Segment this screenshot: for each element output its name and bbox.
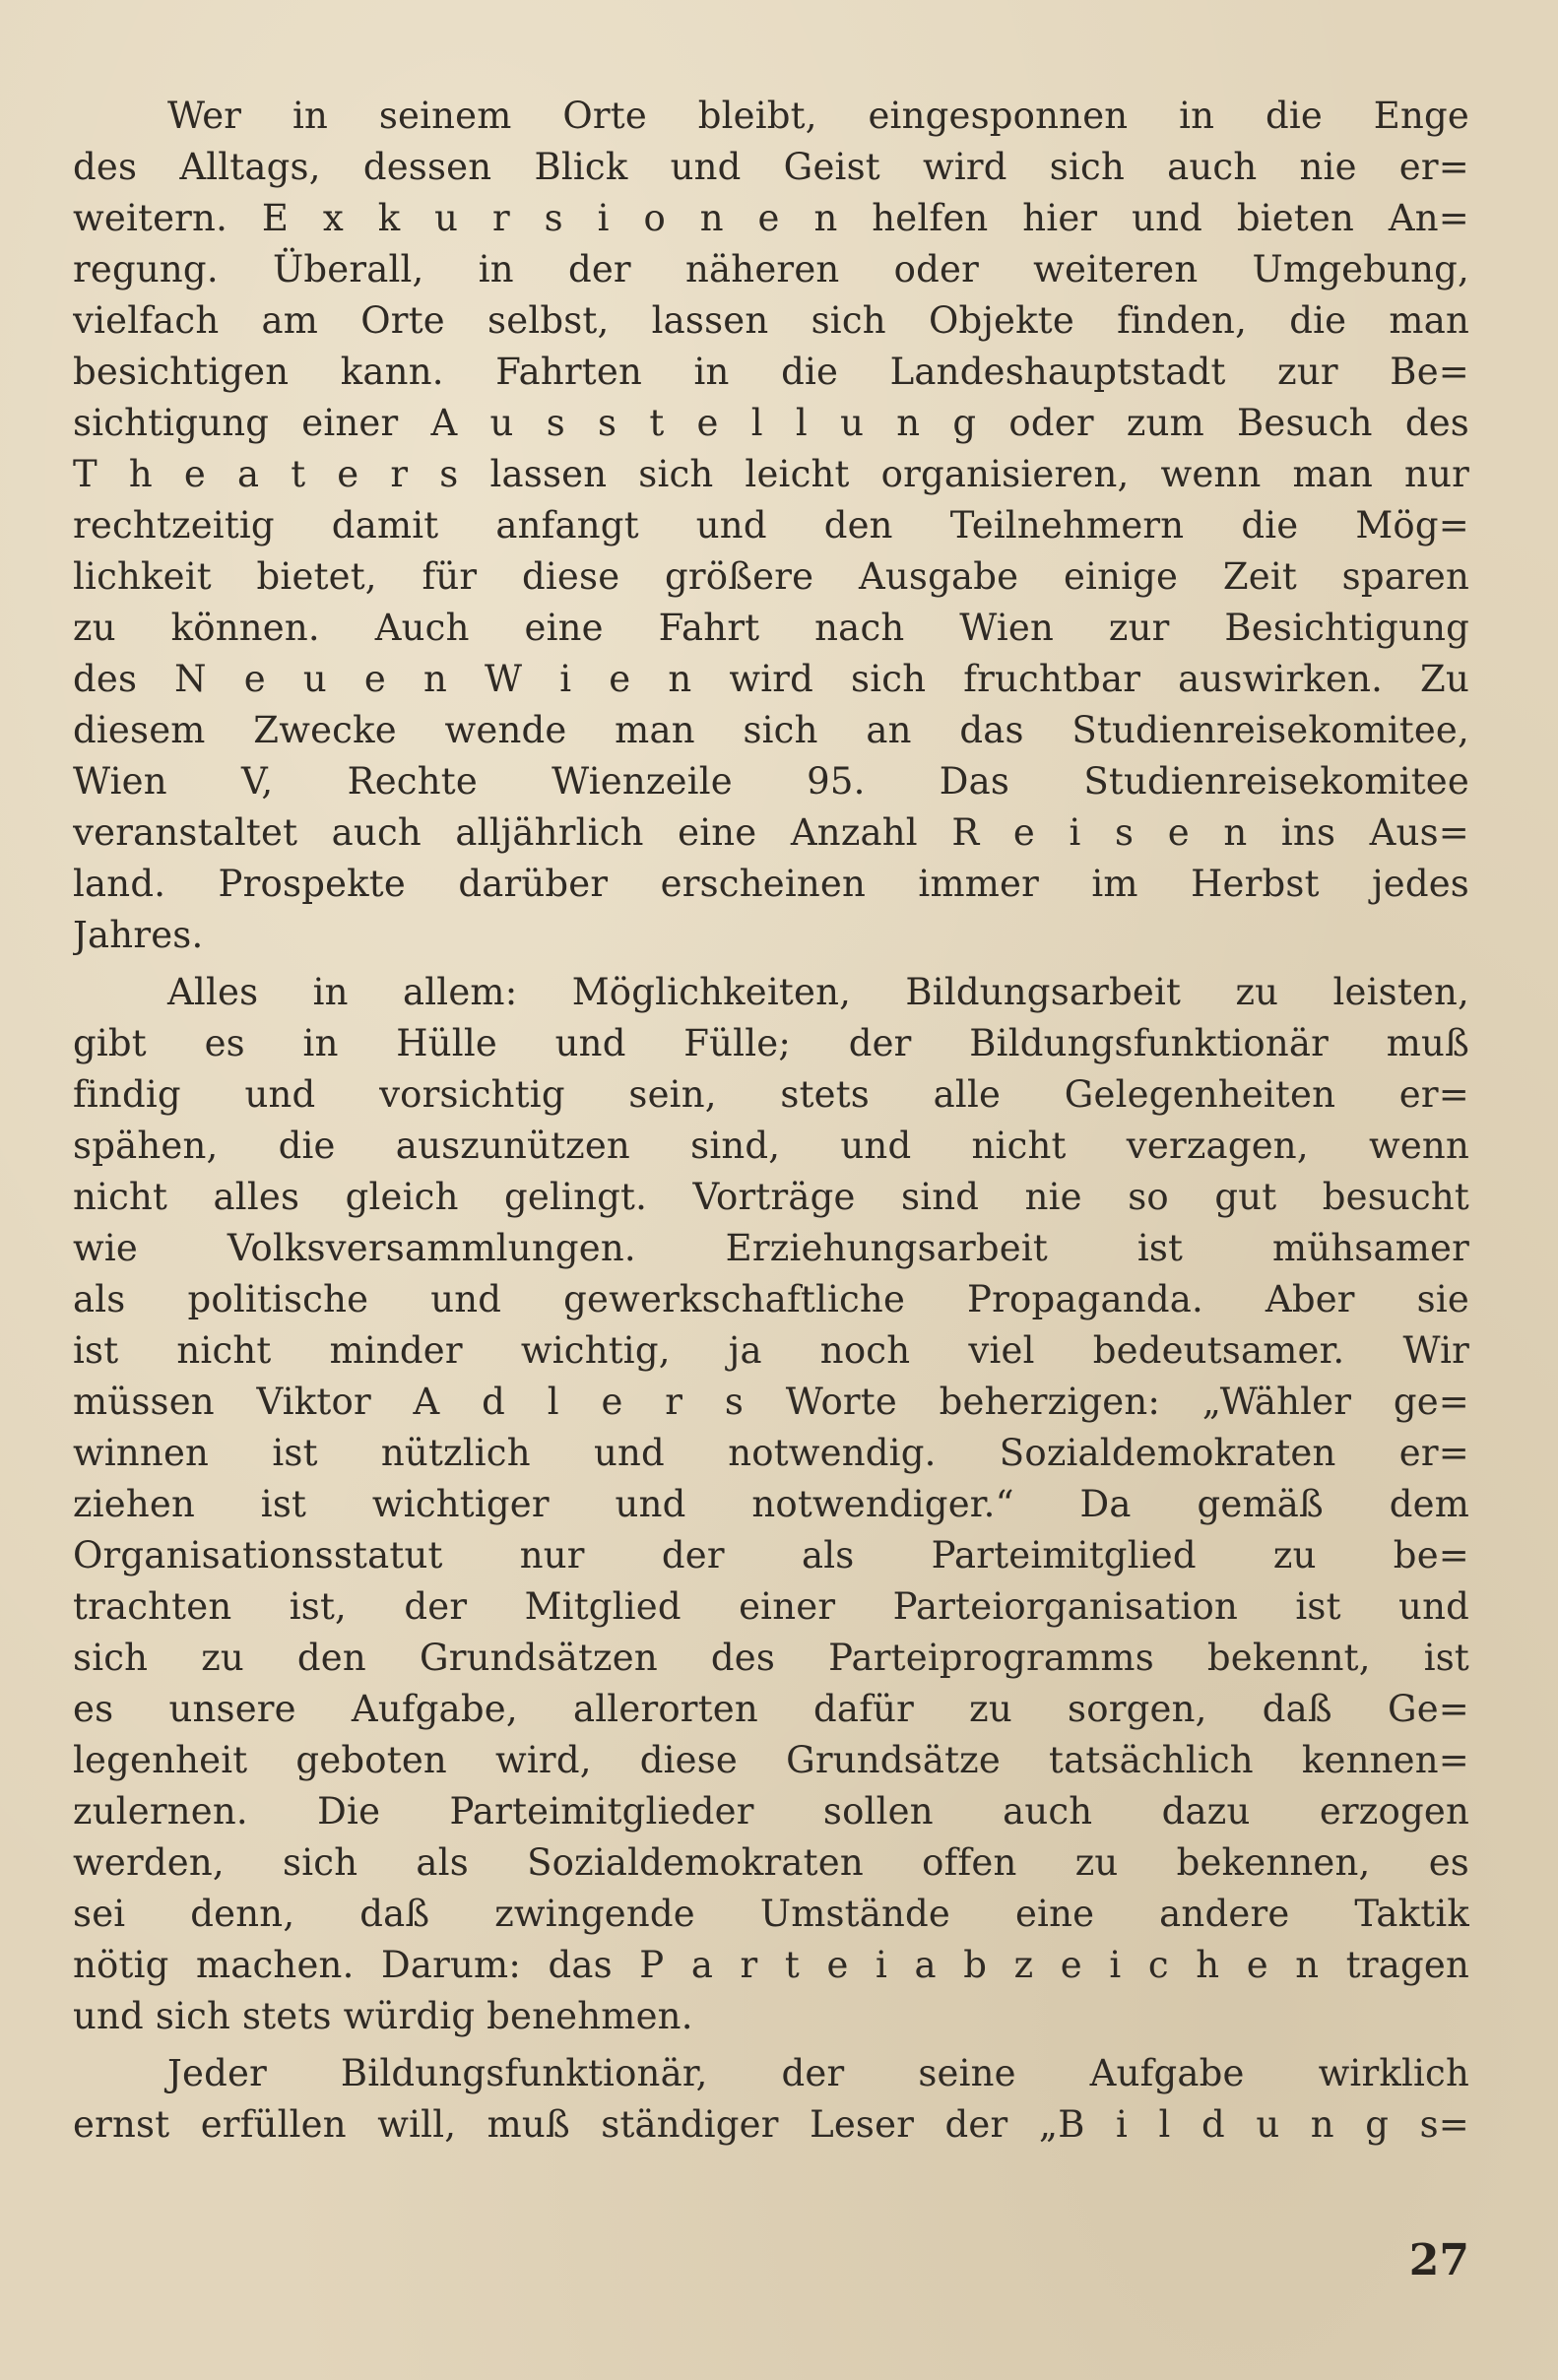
text-line: werden, sich als Sozialdemokraten offen zu bekennen, es (73, 1841, 1469, 1884)
text-line: legenheit geboten wird, diese Grundsätze tatsächlich kennen= (73, 1739, 1469, 1781)
text-line: Jahres. (73, 914, 204, 956)
text-line: es unsere Aufgabe, allerorten dafür zu sorgen, daß Ge= (73, 1688, 1469, 1730)
paragraph-reader (73, 2048, 1469, 2151)
paragraph-excursions (73, 91, 1469, 961)
text-line: winnen ist nützlich und notwendig. Sozialdemokraten er= (73, 1432, 1469, 1474)
text-line: und sich stets würdig benehmen. (73, 1995, 693, 2037)
text-line: sich zu den Grundsätzen des Parteiprogramms bekennt, ist (73, 1637, 1469, 1679)
text-line: T h e a t e r s lassen sich leicht organisieren, wenn man nur (73, 453, 1469, 495)
text-line: vielfach am Orte selbst, lassen sich Objekte finden, die man (73, 299, 1469, 342)
text-line: findig und vorsichtig sein, stets alle Gelegenheiten er= (73, 1073, 1469, 1116)
text-line: rechtzeitig damit anfangt und den Teilnehmern die Mög= (73, 504, 1469, 547)
text-line: des Alltags, dessen Blick und Geist wird sich auch nie er= (73, 146, 1469, 188)
text-line: ist nicht minder wichtig, ja noch viel bedeutsamer. Wir (73, 1329, 1469, 1372)
page-number: 27 (1408, 2235, 1469, 2285)
text-line: lichkeit bietet, für diese größere Ausgabe einige Zeit sparen (73, 555, 1469, 598)
text-line: besichtigen kann. Fahrten in die Landeshauptstadt zur Be= (73, 351, 1469, 393)
text-line: Alles in allem: Möglichkeiten, Bildungsarbeit zu leisten, (167, 971, 1469, 1013)
text-line: zu können. Auch eine Fahrt nach Wien zur Besichtigung (73, 607, 1469, 649)
text-line: als politische und gewerkschaftliche Propaganda. Aber sie (73, 1278, 1469, 1320)
text-line: gibt es in Hülle und Fülle; der Bildungsfunktionär muß (73, 1022, 1469, 1064)
text-line: Wer in seinem Orte bleibt, eingesponnen in die Enge (167, 95, 1469, 137)
paragraph-education (73, 967, 1469, 2042)
text-line: müssen Viktor A d l e r s Worte beherzigen: „Wähler ge= (73, 1381, 1469, 1423)
body-text (73, 91, 1469, 2151)
text-line: zulernen. Die Parteimitglieder sollen auch dazu erzogen (73, 1790, 1469, 1833)
text-line: veranstaltet auch alljährlich eine Anzahl R e i s e n ins Aus= (73, 811, 1469, 854)
text-line: trachten ist, der Mitglied einer Parteiorganisation ist und (73, 1585, 1469, 1628)
text-line: nötig machen. Darum: das P a r t e i a b z e i c h e n tragen (73, 1944, 1469, 1986)
text-line: weitern. E x k u r s i o n e n helfen hier und bieten An= (73, 197, 1469, 239)
text-line: ernst erfüllen will, muß ständiger Leser der „B i l d u n g s= (73, 2103, 1469, 2146)
text-line: wie Volksversammlungen. Erziehungsarbeit ist mühsamer (73, 1227, 1469, 1269)
text-line: des N e u e n W i e n wird sich fruchtbar auswirken. Zu (73, 658, 1469, 700)
text-line: diesem Zwecke wende man sich an das Studienreisekomitee, (73, 709, 1469, 751)
text-line: Wien V, Rechte Wienzeile 95. Das Studienreisekomitee (73, 760, 1469, 803)
text-line: regung. Überall, in der näheren oder weiteren Umgebung, (73, 248, 1469, 290)
text-line: sichtigung einer A u s s t e l l u n g oder zum Besuch des (73, 402, 1469, 444)
text-line: ziehen ist wichtiger und notwendiger.“ Da gemäß dem (73, 1483, 1469, 1525)
text-line: sei denn, daß zwingende Umstände eine andere Taktik (73, 1893, 1469, 1935)
text-line: Jeder Bildungsfunktionär, der seine Aufgabe wirklich (167, 2052, 1469, 2094)
text-line: nicht alles gleich gelingt. Vorträge sind nie so gut besucht (73, 1176, 1469, 1218)
text-line: spähen, die auszunützen sind, und nicht verzagen, wenn (73, 1125, 1469, 1167)
text-line: Organisationsstatut nur der als Parteimitglied zu be= (73, 1534, 1469, 1576)
text-line: land. Prospekte darüber erscheinen immer im Herbst jedes (73, 863, 1469, 905)
